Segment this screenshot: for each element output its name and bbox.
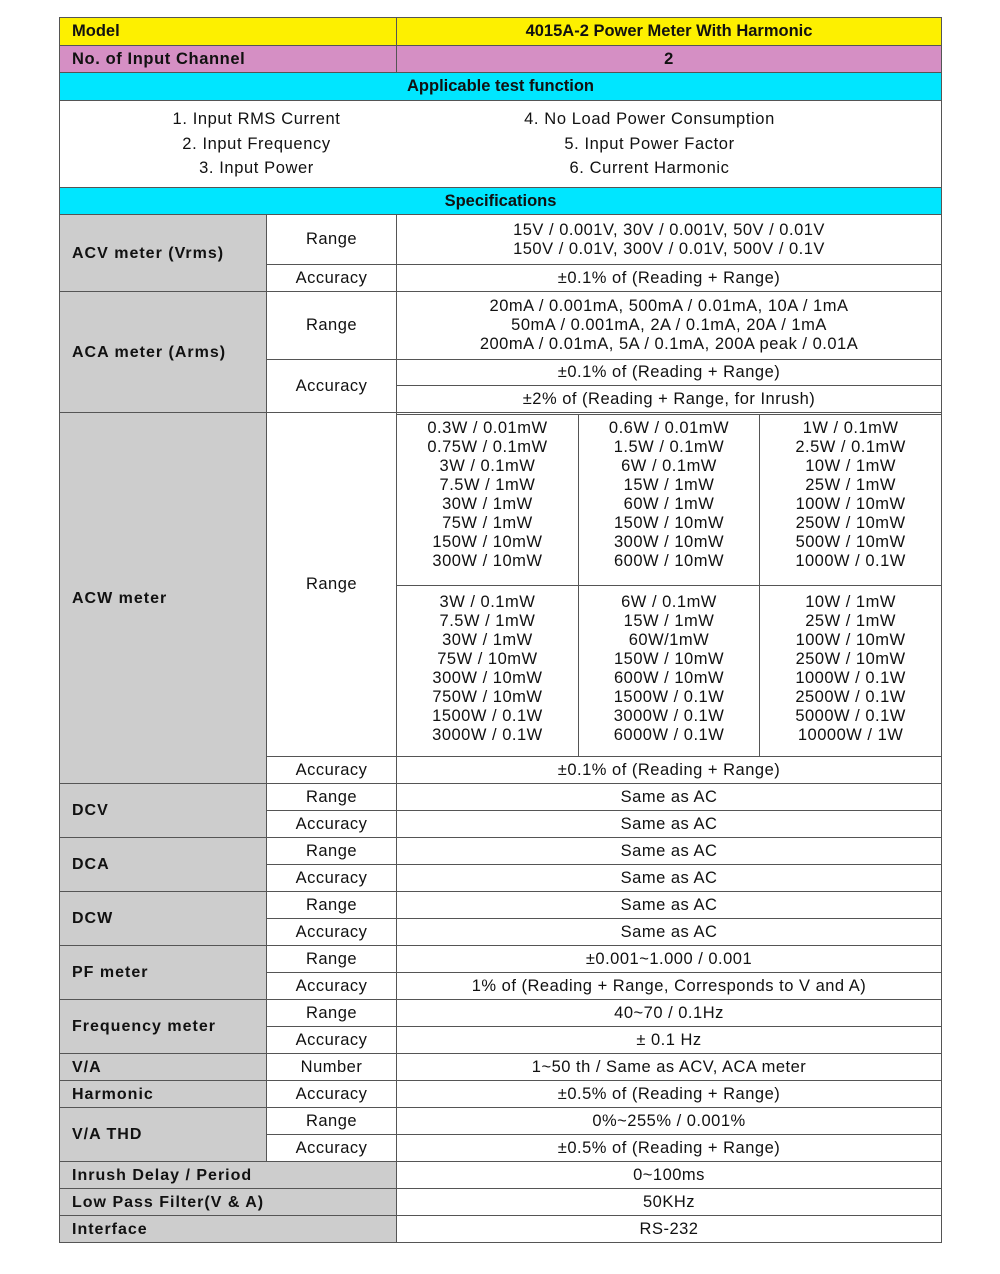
dcw-range-value: Same as AC: [397, 892, 942, 919]
acw-range-value: 250W / 10mW: [795, 649, 906, 668]
acw-range-value: 1000W / 0.1W: [795, 668, 906, 687]
va-number-label: Number: [267, 1054, 397, 1081]
acw-range-value: 2.5W / 0.1mW: [795, 437, 906, 456]
acw-accuracy-value: ±0.1% of (Reading + Range): [397, 757, 942, 784]
acw-range-cell: [397, 414, 578, 585]
acw-range-value: 300W / 10mW: [432, 668, 543, 687]
acw-range-value: 1W / 0.1mW: [802, 418, 899, 437]
acw-range-value: 7.5W / 1mW: [439, 475, 536, 494]
lpf-value: 50KHz: [397, 1189, 942, 1216]
acw-range-value: 6W / 0.1mW: [621, 456, 717, 475]
aca-inrush-accuracy-value: ±2% of (Reading + Range, for Inrush): [397, 386, 942, 413]
function-item: 5. Input Power Factor: [564, 134, 735, 153]
pf-label: PF meter: [60, 946, 267, 1000]
channel-row: [60, 46, 942, 73]
acv-range-value: [397, 215, 942, 265]
function-item: 2. Input Frequency: [182, 134, 331, 153]
acv-accuracy-value: ±0.1% of (Reading + Range): [397, 265, 942, 292]
acw-range-value: 250W / 10mW: [795, 513, 906, 532]
acw-range-value: 600W / 10mW: [613, 551, 725, 570]
dcv-accuracy-label: Accuracy: [267, 811, 397, 838]
acw-range-value: 10W / 1mW: [805, 592, 896, 611]
acw-accuracy-label: Accuracy: [267, 757, 397, 784]
aca-range-value: [397, 292, 942, 360]
pf-range-label: Range: [267, 946, 397, 973]
acw-range-cell: [760, 414, 941, 585]
acw-range-value: 3W / 0.1mW: [439, 456, 536, 475]
acw-range-value: 100W / 10mW: [795, 630, 906, 649]
acv-range-row: [60, 215, 942, 265]
freq-accuracy-label: Accuracy: [267, 1027, 397, 1054]
interface-value: RS-232: [397, 1216, 942, 1243]
dcv-accuracy-value: Same as AC: [397, 811, 942, 838]
model-value: 4015A-2 Power Meter With Harmonic: [397, 18, 942, 46]
acv-range-line: 150V / 0.01V, 300V / 0.01V, 500V / 0.1V: [513, 239, 825, 258]
acw-range-cell: [397, 585, 578, 756]
acw-range-value: 150W / 10mW: [613, 513, 725, 532]
acw-range-value: 75W / 1mW: [442, 513, 533, 532]
lpf-row: [60, 1189, 942, 1216]
model-label: Model: [60, 18, 397, 46]
dcw-range-row: [60, 892, 942, 919]
functions-left-column: [60, 107, 453, 181]
functions-row: [60, 101, 942, 188]
harmonic-accuracy-value: ±0.5% of (Reading + Range): [397, 1081, 942, 1108]
acw-range-value: 3W / 0.1mW: [439, 592, 536, 611]
harmonic-label: Harmonic: [60, 1081, 267, 1108]
acw-range-value: 30W / 1mW: [442, 630, 533, 649]
acw-range-value: 7.5W / 1mW: [439, 611, 536, 630]
acw-range-label: Range: [267, 413, 397, 757]
dca-accuracy-label: Accuracy: [267, 865, 397, 892]
harmonic-accuracy-label: Accuracy: [267, 1081, 397, 1108]
va-label: V/A: [60, 1054, 267, 1081]
aca-range-label: Range: [267, 292, 397, 360]
acw-range-cell: [578, 585, 759, 756]
acw-range-value: 300W / 10mW: [613, 532, 725, 551]
acv-accuracy-label: Accuracy: [267, 265, 397, 292]
va-number-value: 1~50 th / Same as ACV, ACA meter: [397, 1054, 942, 1081]
acw-range-value: 2500W / 0.1W: [795, 687, 906, 706]
inrush-label: Inrush Delay / Period: [60, 1162, 397, 1189]
acw-range-value: 15W / 1mW: [623, 611, 715, 630]
dcv-label: DCV: [60, 784, 267, 838]
thd-label: V/A THD: [60, 1108, 267, 1162]
function-item: 3. Input Power: [199, 159, 314, 178]
aca-range-line: 50mA / 0.001mA, 2A / 0.1mA, 20A / 1mA: [511, 316, 827, 334]
aca-range-row: [60, 292, 942, 360]
freq-label: Frequency meter: [60, 1000, 267, 1054]
channel-label: No. of Input Channel: [60, 46, 397, 73]
acw-range-row: [60, 413, 942, 757]
aca-accuracy-value: ±0.1% of (Reading + Range): [397, 360, 942, 386]
acw-range-value: 6W / 0.1mW: [621, 592, 717, 611]
acw-range-table: [397, 414, 941, 756]
pf-accuracy-label: Accuracy: [267, 973, 397, 1000]
aca-label: ACA meter (Arms): [60, 292, 267, 413]
acw-range-value: 60W/1mW: [628, 630, 710, 649]
acw-range-value: 500W / 10mW: [795, 532, 906, 551]
acw-range-value: 25W / 1mW: [805, 611, 896, 630]
acw-range-value: 3000W / 0.1W: [613, 706, 725, 725]
thd-accuracy-label: Accuracy: [267, 1135, 397, 1162]
dca-range-label: Range: [267, 838, 397, 865]
functions-header-row: [60, 73, 942, 101]
freq-accuracy-value: ± 0.1 Hz: [397, 1027, 942, 1054]
acv-label: ACV meter (Vrms): [60, 215, 267, 292]
freq-range-row: [60, 1000, 942, 1027]
acw-range-value: 3000W / 0.1W: [432, 725, 543, 744]
interface-label: Interface: [60, 1216, 397, 1243]
function-item: 1. Input RMS Current: [172, 110, 341, 129]
harmonic-accuracy-row: [60, 1081, 942, 1108]
pf-range-value: ±0.001~1.000 / 0.001: [397, 946, 942, 973]
aca-accuracy-label: Accuracy: [267, 360, 397, 413]
acw-range-grid: [397, 413, 942, 757]
acw-range-value: 30W / 1mW: [442, 494, 533, 513]
pf-accuracy-value: 1% of (Reading + Range, Corresponds to V and A): [397, 973, 942, 1000]
dca-accuracy-value: Same as AC: [397, 865, 942, 892]
acw-range-value: 1500W / 0.1W: [432, 706, 543, 725]
acw-range-value: 1500W / 0.1W: [613, 687, 725, 706]
acw-range-value: 5000W / 0.1W: [795, 706, 906, 725]
acw-range-value: 25W / 1mW: [805, 475, 896, 494]
dca-range-row: [60, 838, 942, 865]
functions-right-column: [453, 107, 846, 181]
dcv-range-label: Range: [267, 784, 397, 811]
channel-value: 2: [397, 46, 942, 73]
aca-range-line: 20mA / 0.001mA, 500mA / 0.01mA, 10A / 1mA: [489, 297, 849, 315]
acw-range-group-2: [397, 585, 941, 756]
freq-range-label: Range: [267, 1000, 397, 1027]
functions-list: [60, 101, 942, 188]
aca-range-line: 200mA / 0.01mA, 5A / 0.1mA, 200A peak / 0.01A: [479, 335, 859, 353]
acw-range-value: 750W / 10mW: [432, 687, 543, 706]
acw-range-value: 150W / 10mW: [613, 649, 725, 668]
dcv-range-value: Same as AC: [397, 784, 942, 811]
dca-label: DCA: [60, 838, 267, 892]
functions-title: Applicable test function: [60, 73, 942, 101]
inrush-value: 0~100ms: [397, 1162, 942, 1189]
acw-range-value: 75W / 10mW: [437, 649, 538, 668]
acw-range-value: 10000W / 1W: [797, 725, 904, 744]
specifications-title: Specifications: [60, 188, 942, 215]
lpf-label: Low Pass Filter(V & A): [60, 1189, 397, 1216]
acw-range-value: 0.6W / 0.01mW: [608, 418, 730, 437]
acw-range-value: 15W / 1mW: [623, 475, 715, 494]
dca-range-value: Same as AC: [397, 838, 942, 865]
dcw-accuracy-value: Same as AC: [397, 919, 942, 946]
acw-range-value: 600W / 10mW: [613, 668, 725, 687]
thd-accuracy-value: ±0.5% of (Reading + Range): [397, 1135, 942, 1162]
acw-range-value: 0.3W / 0.01mW: [427, 418, 548, 437]
acw-range-value: 150W / 10mW: [432, 532, 543, 551]
acw-range-value: 0.75W / 0.1mW: [427, 437, 548, 456]
acw-range-group-1: [397, 414, 941, 585]
dcw-accuracy-label: Accuracy: [267, 919, 397, 946]
function-item: 4. No Load Power Consumption: [524, 110, 775, 129]
acw-range-cell: [760, 585, 941, 756]
pf-range-row: [60, 946, 942, 973]
model-row: [60, 18, 942, 46]
acw-range-value: 100W / 10mW: [795, 494, 906, 513]
acw-range-value: 1000W / 0.1W: [795, 551, 906, 570]
inrush-row: [60, 1162, 942, 1189]
spec-table: [59, 17, 942, 1243]
thd-range-label: Range: [267, 1108, 397, 1135]
dcw-range-label: Range: [267, 892, 397, 919]
acw-range-value: 1.5W / 0.1mW: [613, 437, 725, 456]
dcv-range-row: [60, 784, 942, 811]
freq-range-value: 40~70 / 0.1Hz: [397, 1000, 942, 1027]
specifications-header-row: [60, 188, 942, 215]
thd-range-row: [60, 1108, 942, 1135]
acw-range-value: 10W / 1mW: [805, 456, 896, 475]
thd-range-value: 0%~255% / 0.001%: [397, 1108, 942, 1135]
acw-range-value: 60W / 1mW: [623, 494, 715, 513]
acw-range-value: 300W / 10mW: [432, 551, 543, 570]
va-number-row: [60, 1054, 942, 1081]
acw-range-value: 6000W / 0.1W: [613, 725, 725, 744]
function-item: 6. Current Harmonic: [569, 159, 730, 178]
acw-range-cell: [578, 414, 759, 585]
dcw-label: DCW: [60, 892, 267, 946]
acv-range-line: 15V / 0.001V, 30V / 0.001V, 50V / 0.01V: [513, 220, 825, 239]
acv-range-label: Range: [267, 215, 397, 265]
interface-row: [60, 1216, 942, 1243]
acw-label: ACW meter: [60, 413, 267, 784]
